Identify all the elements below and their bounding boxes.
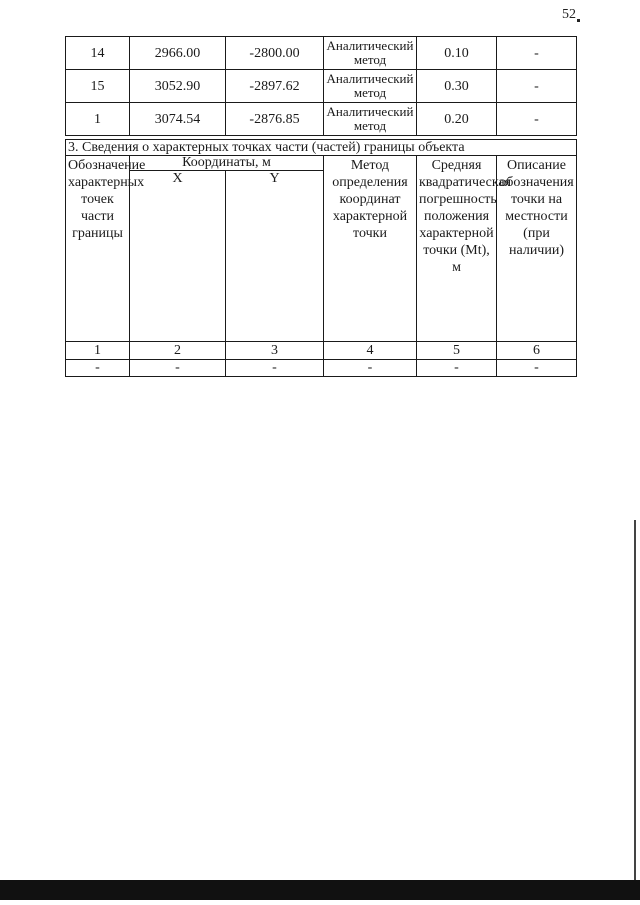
empty-cell: - (66, 360, 130, 377)
header-method: Метод определения координат характерной точки (324, 156, 417, 342)
column-number: 3 (226, 342, 324, 360)
point-x: 2966.00 (130, 37, 226, 70)
empty-cell: - (130, 360, 226, 377)
point-x: 3052.90 (130, 70, 226, 103)
table-row (66, 103, 577, 136)
header-error: Средняя квадратическая погрешность положения характерной точки (Mt), м (417, 156, 497, 342)
point-y: -2897.62 (226, 70, 324, 103)
column-number-row (66, 342, 577, 360)
characteristic-points-table (65, 36, 577, 136)
table-row (66, 360, 577, 377)
point-method: Аналитический метод (324, 103, 417, 136)
table-row (66, 70, 577, 103)
point-error: 0.30 (417, 70, 497, 103)
point-y: -2876.85 (226, 103, 324, 136)
point-id: 1 (66, 103, 130, 136)
page-number: 52 (562, 7, 576, 22)
point-id: 14 (66, 37, 130, 70)
empty-cell: - (324, 360, 417, 377)
point-method: Аналитический метод (324, 37, 417, 70)
point-error: 0.10 (417, 37, 497, 70)
header-y: Y (226, 171, 324, 342)
header-x: X (130, 171, 226, 342)
point-description: - (497, 70, 577, 103)
column-number: 5 (417, 342, 497, 360)
point-description: - (497, 37, 577, 70)
point-y: -2800.00 (226, 37, 324, 70)
section-3-table (65, 139, 577, 377)
empty-cell: - (497, 360, 577, 377)
column-number: 2 (130, 342, 226, 360)
point-id: 15 (66, 70, 130, 103)
table-row (66, 37, 577, 70)
header-coordinates: Координаты, м (130, 156, 324, 171)
column-number: 1 (66, 342, 130, 360)
scan-bottom-edge (0, 880, 640, 900)
point-x: 3074.54 (130, 103, 226, 136)
header-designation: Обозначение характерных точек части границы (66, 156, 130, 342)
point-description: - (497, 103, 577, 136)
empty-cell: - (226, 360, 324, 377)
scan-edge-streak (634, 520, 636, 880)
section-3-title: 3. Сведения о характерных точках части (частей) границы объекта (66, 140, 577, 156)
point-error: 0.20 (417, 103, 497, 136)
header-description: Описание обозначения точки на местности (при наличии) (497, 156, 577, 342)
point-method: Аналитический метод (324, 70, 417, 103)
column-number: 4 (324, 342, 417, 360)
column-number: 6 (497, 342, 577, 360)
empty-cell: - (417, 360, 497, 377)
